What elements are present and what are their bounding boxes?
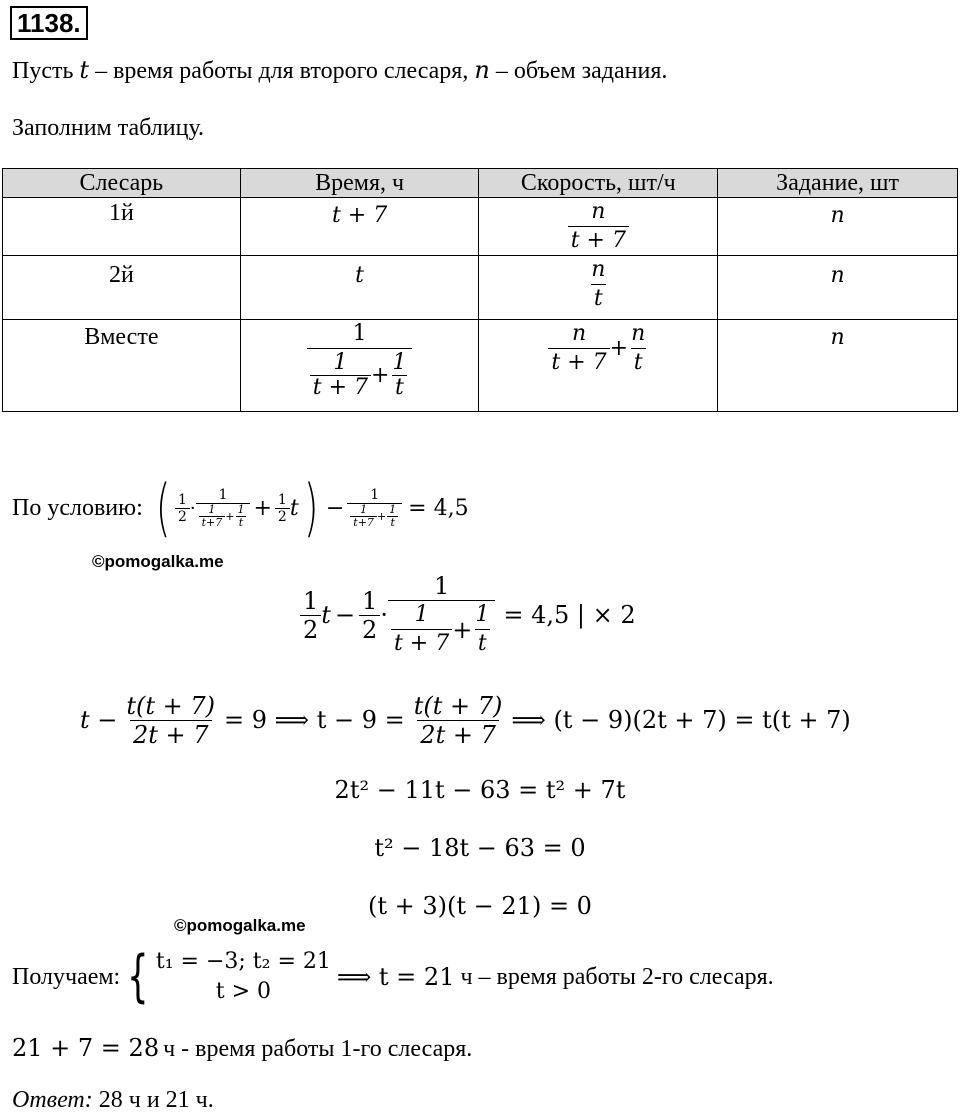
table-header-cell: Слесарь [3,169,241,198]
first-worker-line: 21 + 7 = 28 ч - время работы 1-го слесаря. [12,1034,473,1062]
speed-cell [479,198,718,256]
table-row [3,320,958,412]
table-header-cell: Задание, шт [718,169,958,198]
table-row [3,256,958,320]
speed-cell [479,256,718,320]
task-cell: n [718,198,958,256]
watermark: ©pomogalka.me [92,552,224,571]
worker-cell: 1й [3,198,241,256]
answer-text: 28 ч и 21 ч. [98,1087,214,1113]
fill-table-paragraph: Заполним таблицу. [12,115,205,141]
equation-1: $\frac{1}{2}$ t − $\frac{1}{2}$ · 1 $\frac{1}{t + 7}$ + $\frac{1}{t}$ = 4,5 | × 2 [300,566,636,664]
task-cell: n [718,320,958,412]
equation-4: t² − 18t − 63 = 0 [374,834,586,862]
speed-cell: $\frac{n}{t + 7}$ + $\frac{n}{t}$ [479,320,718,412]
equation-2: t − $\frac{t(t + 7)}{2t + 7}$ = 9 ⟹ t − 9 = $\frac{t(t + 7)}{2t + 7}$ ⟹ (t − 9)(2t + 7) = t(t + 7) [80,691,851,749]
fraction: $\frac{t(t + 7)}{2t + 7}$ [413,691,503,749]
speed-fraction: $\frac{n}{t}$ [631,321,646,375]
time-cell: t + 7 [240,198,479,256]
condition-equation: По условию: ( $\frac{1}{2}$ · 1 $\frac{1}{t+7}$ + $\frac{1}{t}$ + $\frac{1}{2}$ t ) − 1 $\frac{1}{t+7}$ + $\frac{1}{t}$ = 4,5 [12,471,469,544]
fraction: $\frac{1}{2}$ [300,587,321,644]
time-fraction: 1 $\frac{1}{t + 7}$ + $\frac{1}{t}$ [307,320,413,400]
worker-cell: Вместе [3,320,241,412]
answer-label: Ответ: [12,1087,93,1113]
equation-5: (t + 3)(t − 21) = 0 [368,892,592,920]
sub-fraction: $\frac{1}{t}$ [392,350,407,400]
fraction: 1 $\frac{1}{t+7}$ + $\frac{1}{t}$ [347,487,402,529]
table-header-row [3,169,958,198]
speed-fraction: $\frac{n}{t + 7}$ [548,320,609,377]
worker-cell: 2й [3,256,241,320]
result-line: Получаем: { t₁ = −3; t₂ = 21 t > 0 ⟹ t = 21 ч – время работы 2-го слесаря. [12,944,774,1009]
intro-paragraph: Пусть t – время работы для второго слесаря, n – объем задания. [12,56,668,84]
fraction: $\frac{t(t + 7)}{2t + 7}$ [126,691,216,749]
equation-3: 2t² − 11t − 63 = t² + 7t [334,776,626,804]
speed-fraction: $\frac{n}{t + 7}$ [568,198,629,255]
speed-fraction: $\frac{n}{t}$ [591,257,606,311]
problem-number: 1138. [10,6,88,40]
data-table [2,168,958,412]
watermark: ©pomogalka.me [174,916,306,935]
fraction: $\frac{1}{2}$ [275,492,290,525]
table-header-cell: Скорость, шт/ч [479,169,718,198]
table-header-cell: Время, ч [240,169,479,198]
fraction: $\frac{1}{2}$ [359,587,380,644]
table-row [3,198,958,256]
time-cell [240,320,479,412]
fraction: 1 $\frac{1}{t + 7}$ + $\frac{1}{t}$ [388,572,495,658]
sub-fraction: $\frac{1}{t + 7}$ [310,351,371,400]
time-cell: t [240,256,479,320]
task-cell: n [718,256,958,320]
answer-line [12,1086,214,1114]
fraction: $\frac{1}{2}$ [175,492,190,525]
fraction: 1 $\frac{1}{t+7}$ + $\frac{1}{t}$ [196,487,251,529]
